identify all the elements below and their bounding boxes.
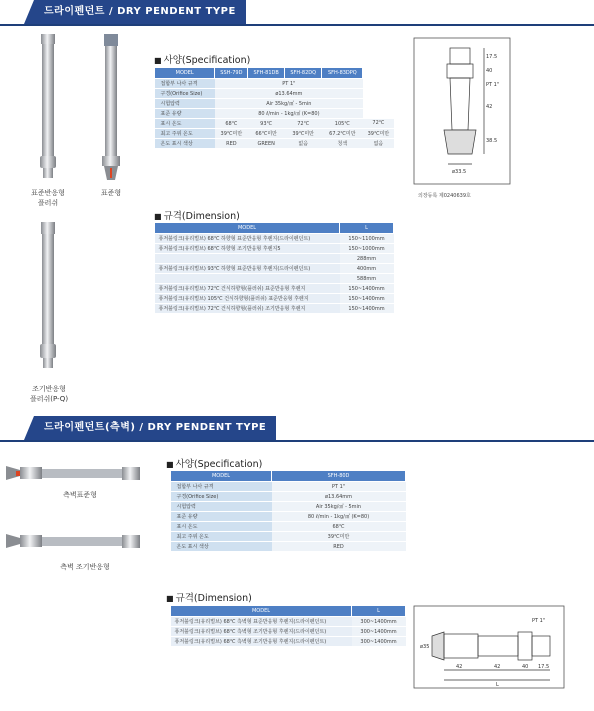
sidewall-standard-product-image (4, 462, 144, 484)
table-header-row (171, 606, 406, 617)
table-row (155, 254, 394, 264)
caption-quick-flush: 조기반응형 플러쉬(P-Q) (29, 385, 69, 403)
table-row (155, 119, 395, 129)
table-row (171, 512, 406, 522)
row-value: 93℃ (248, 119, 285, 129)
row-value: 68℃ (215, 119, 248, 129)
section2-spec-heading: ■ 사양(Specification) (166, 456, 262, 470)
standard-product-image (100, 34, 122, 184)
table-row (171, 637, 406, 647)
table-header-row (155, 68, 395, 79)
section1-header (0, 0, 594, 26)
sidewall-quick-product-image (4, 530, 144, 552)
row-label: 퓨저블링크(유리벌브) 105℃ 건식하향형(플러쉬) 표준반응형 후렌지 (155, 294, 340, 304)
row-value: 300~1400mm (352, 637, 406, 647)
row-label: 온도 표시 색상 (171, 542, 272, 552)
section1-title: 드라이펜던트 / DRY PENDENT TYPE (34, 0, 246, 24)
row-label: 시험압력 (155, 99, 215, 109)
section2-spec-table (170, 470, 406, 552)
row-label: 최고 주위 온도 (171, 532, 272, 542)
table-row (155, 264, 394, 274)
row-value: 80 ℓ/min - 1kg/㎠ (K=80) (215, 109, 363, 119)
row-value: PT 1" (272, 482, 406, 492)
row-value: 39℃미만 (215, 129, 248, 139)
row-label: 퓨저블링크(유리벌브) 68℃ 하향형 표준반응형 후렌지(드라이펜던트) (155, 234, 340, 244)
row-label: 접합부 나사 규격 (155, 79, 215, 89)
table-row (171, 522, 406, 532)
table-header-cell: SFH-83DPQ (322, 68, 363, 79)
row-label: 퓨저블링크(유리벌브) 72℃ 건식하향형(플러쉬) 표준반응형 후렌지 (155, 284, 340, 294)
table-row (171, 532, 406, 542)
row-value: RED (272, 542, 406, 552)
table-row (171, 502, 406, 512)
row-label: 표시 온도 (155, 119, 215, 129)
section1-spec-heading: ■ 사양(Specification) (154, 52, 250, 66)
row-value: GREEN (248, 139, 285, 149)
table-row (155, 294, 394, 304)
row-value: 66℃미만 (248, 129, 285, 139)
table-header-row (155, 223, 394, 234)
drawing1-dim-a: 17.5 (486, 54, 498, 60)
table-header-cell: SFH-81DB (248, 68, 285, 79)
row-label: 퓨저블링크(유리벌브) 68℃ 측벽형 조기반응형 후렌지(드라이펜던트) (171, 637, 352, 647)
row-value: ø13.64mm (215, 89, 363, 99)
drawing1-pt: PT 1" (486, 82, 500, 88)
table-row (171, 542, 406, 552)
table-row (155, 139, 395, 149)
section1-spec-table (154, 67, 394, 149)
drawing2-dim-d: 17.5 (538, 664, 550, 670)
row-label: 온도 표시 색상 (155, 139, 215, 149)
row-value: ø13.64mm (272, 492, 406, 502)
section1-dim-heading: ■ 규격(Dimension) (154, 208, 240, 222)
row-value: 150~1400mm (340, 304, 394, 314)
section2-title: 드라이펜던트(측벽) / DRY PENDENT TYPE (34, 416, 276, 440)
row-value: 300~1400mm (352, 617, 406, 627)
row-label: 최고 주위 온도 (155, 129, 215, 139)
drawing2-length: L (496, 682, 499, 688)
row-value: 39℃미만 (363, 129, 394, 139)
section2-dim-table (170, 605, 406, 647)
table-header-cell: L (352, 606, 406, 617)
row-value: 150~1000mm (340, 244, 394, 254)
section1-technical-drawing (414, 38, 510, 184)
section1-dim-table (154, 222, 394, 314)
row-value: 39℃미만 (272, 532, 406, 542)
drawing1-dim-d: 38.5 (486, 138, 498, 144)
drawing2-diameter: ø35 (420, 644, 430, 650)
row-value: 72℃ (285, 119, 322, 129)
drawing2-dim-a: 42 (456, 664, 463, 670)
row-value: 없음 (285, 139, 322, 149)
row-value: 80 ℓ/min - 1kg/㎠ (K=80) (272, 512, 406, 522)
table-row (171, 492, 406, 502)
row-label: 퓨저블링크(유리벌브) 68℃ 측벽형 조기반응형 후렌지(드라이펜던트) (171, 627, 352, 637)
table-header-cell: MODEL (171, 471, 272, 482)
row-label: 퓨저블링크(유리벌브) 72℃ 건식하향형(플러쉬) 조기반응형 후렌지 (155, 304, 340, 314)
table-row (155, 79, 395, 89)
table-row (155, 284, 394, 294)
row-label (155, 274, 340, 284)
row-label (155, 254, 340, 264)
drawing1-dim-c: 42 (486, 104, 493, 110)
row-value: 288mm (340, 254, 394, 264)
table-header-cell: SSH-79D (215, 68, 248, 79)
drawing2-pt: PT 1" (532, 618, 546, 624)
row-label: 퓨저블링크(유리벌브) 93℃ 하향형 표준반응형 후렌지(드라이펜던트) (155, 264, 340, 274)
row-label: 퓨저블링크(유리벌브) 68℃ 하향형 조기반응형 후렌지5 (155, 244, 340, 254)
row-value: 67.2℃미만 (322, 129, 363, 139)
table-row (155, 234, 394, 244)
drawing2-dim-b: 42 (494, 664, 501, 670)
caption-sidewall-standard: 측벽표준형 (63, 491, 97, 499)
design-registration-note: 의장등록 제0240639호 (418, 193, 471, 199)
row-label: 접합부 나사 규격 (171, 482, 272, 492)
section2-dim-heading: ■ 규격(Dimension) (166, 590, 252, 604)
row-value: PT 1" (215, 79, 363, 89)
row-label: 구경(Orifice Size) (171, 492, 272, 502)
table-header-cell: L (340, 223, 394, 234)
table-header-cell: MODEL (155, 223, 340, 234)
row-value: 39℃미만 (285, 129, 322, 139)
table-row (155, 109, 395, 119)
row-value: 150~1400mm (340, 284, 394, 294)
table-row (171, 627, 406, 637)
table-row (155, 89, 395, 99)
row-value: 150~1400mm (340, 294, 394, 304)
row-value: RED (215, 139, 248, 149)
table-row (155, 244, 394, 254)
row-value: 105℃ (322, 119, 363, 129)
drawing2-dim-c: 40 (522, 664, 529, 670)
row-value: 588mm (340, 274, 394, 284)
table-header-cell: MODEL (171, 606, 352, 617)
drawing1-dim-b: 40 (486, 68, 493, 74)
flush-standard-product-image (38, 34, 58, 184)
table-header-cell: SFH-82DQ (285, 68, 322, 79)
table-header-cell: MODEL (155, 68, 215, 79)
row-value: 300~1400mm (352, 627, 406, 637)
table-row (155, 274, 394, 284)
row-value: Air 35kg/㎠ - 5min (215, 99, 363, 109)
drawing1-diameter: ø33.5 (452, 169, 467, 175)
row-label: 퓨저블링크(유리벌브) 68℃ 측벽형 표준반응형 후렌지(드라이펜던트) (171, 617, 352, 627)
row-label: 표준 유량 (155, 109, 215, 119)
row-value: 68℃ (272, 522, 406, 532)
row-label: 표준 유량 (171, 512, 272, 522)
section2-header (0, 416, 594, 442)
quick-flush-product-image (38, 222, 58, 374)
caption-sidewall-quick: 측벽 조기반응형 (60, 563, 110, 571)
table-row (171, 482, 406, 492)
row-value: 150~1100mm (340, 234, 394, 244)
row-value: 청색 (322, 139, 363, 149)
section2-technical-drawing (414, 606, 564, 688)
table-row (155, 129, 395, 139)
row-value: Air 35kg/㎠ - 5min (272, 502, 406, 512)
table-header-cell: SFH-80D (272, 471, 406, 482)
row-label: 표시 온도 (171, 522, 272, 532)
table-row (155, 304, 394, 314)
row-value: 400mm (340, 264, 394, 274)
caption-standard: 표준형 (100, 189, 122, 197)
table-row (171, 617, 406, 627)
row-label: 구경(Orifice Size) (155, 89, 215, 99)
caption-flush-standard: 표준반응형 플러쉬 (31, 189, 65, 207)
row-value: 없음 (363, 139, 394, 149)
row-label: 시험압력 (171, 502, 272, 512)
row-value: 72℃ (363, 119, 394, 129)
table-header-row (171, 471, 406, 482)
table-row (155, 99, 395, 109)
